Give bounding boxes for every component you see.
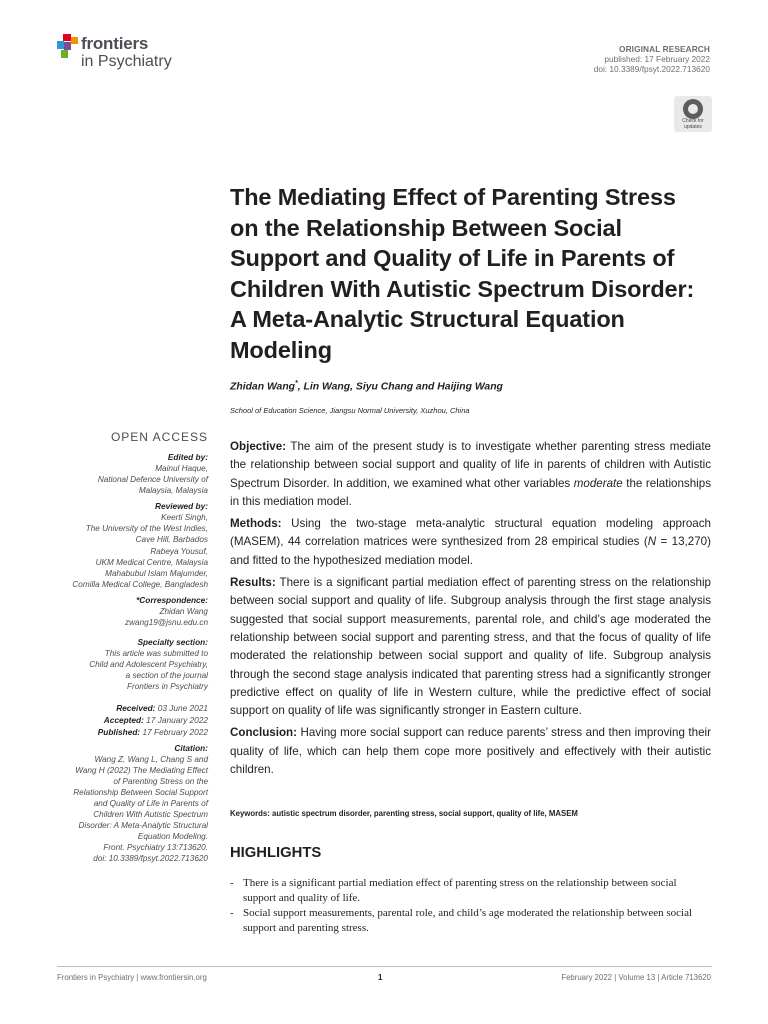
dash-bullet-icon: - bbox=[230, 877, 234, 889]
abstract bbox=[230, 438, 711, 783]
affiliation: School of Education Science, Jiangsu Normal University, Xuzhou, China bbox=[230, 406, 470, 415]
footer-divider bbox=[57, 966, 712, 967]
abstract-conclusion: Conclusion: Having more social support can reduce parents’ stress and then improving their quality of life, which can help them cope more positively and effectively with their autistic children. bbox=[230, 726, 711, 777]
author-rest[interactable]: , Lin Wang, Siyu Chang and Haijing Wang bbox=[297, 381, 503, 393]
highlights-heading: HIGHLIGHTS bbox=[230, 845, 322, 861]
abstract-objective: Objective: The aim of the present study is to investigate whether parenting stress mediate the relationship between social support and quality of life in parents of children with Autistic Spectrum Disorder. In addition, we examined what other variables moderate the relationships in this mediation model. bbox=[230, 440, 711, 508]
correspondence-email-link[interactable]: zwang19@jsnu.edu.cn bbox=[125, 618, 208, 628]
author-list bbox=[230, 380, 503, 392]
reviewer-info: Keerti Singh, The University of the West Indies, Cave Hill, Barbados Rabeya Yousuf, UKM Medical Centre, Malaysia Mahabubul Islam Majumder, Comilla Medical College, Bangladesh bbox=[72, 513, 208, 589]
correspondence-heading: *Correspondence: bbox=[136, 594, 208, 605]
specialty-info: This article was submitted to Child and Adolescent Psychiatry, a section of the journal Frontiers in Psychiatry bbox=[89, 649, 208, 692]
highlights-list bbox=[230, 876, 711, 936]
check-for-updates-icon bbox=[683, 99, 703, 119]
keywords: Keywords: autistic spectrum disorder, parenting stress, social support, quality of life, MASEM bbox=[230, 809, 578, 818]
citation-doi-link[interactable]: doi: 10.3389/fpsyt.2022.713620 bbox=[93, 854, 208, 864]
highlight-item: - Social support measurements, parental role, and child’s age moderated the relationship between social support and parenting stress. bbox=[230, 907, 693, 934]
article-title: The Mediating Effect of Parenting Stress on the Relationship Between Social Support and Quality of Life in Parents of Children With Autistic Spectrum Disorder: A Meta-Analytic Structural Equation Modeling bbox=[230, 184, 695, 363]
article-sidebar bbox=[28, 430, 208, 864]
abstract-results: Results: There is a significant partial mediation effect of parenting stress on the relationship between social support and quality of life. Subgroup analysis through the first stage analysis suggested that social support measurements, parental role, and child’s age moderated the relationship between social support and parenting stress, and that the focus of quality of life moderated the relationship between social support and quality of life. Subgroup analysis through the second stage analysis indicated that parenting stress had a significantly stronger predictive effect on quality of life in Western culture, while the predictive effect of social support on quality of life was significantly stronger in Eastern culture. bbox=[230, 576, 711, 718]
article-doi: doi: 10.3389/fpsyt.2022.713620 bbox=[593, 64, 710, 74]
accepted-date: Accepted: 17 January 2022 bbox=[103, 714, 208, 725]
page-number: 1 bbox=[378, 973, 383, 982]
dash-bullet-icon: - bbox=[230, 907, 234, 919]
open-access-label: OPEN ACCESS bbox=[110, 430, 208, 444]
footer-journal-link[interactable]: Frontiers in Psychiatry | www.frontiersin.org bbox=[57, 973, 207, 982]
logo-word-journal: in Psychiatry bbox=[81, 53, 172, 70]
editor-info: Mainul Haque, National Defence University of Malaysia, Malaysia bbox=[97, 464, 208, 496]
highlight-item: - There is a significant partial mediation effect of parenting stress on the relationship between social support and quality of life. bbox=[230, 877, 677, 904]
article-meta bbox=[594, 44, 710, 74]
article-dates bbox=[28, 702, 208, 738]
reviewed-by-heading: Reviewed by: bbox=[154, 501, 208, 512]
journal-logo bbox=[57, 34, 197, 80]
check-for-updates-label: Check for updates bbox=[682, 118, 704, 130]
published-date-sidebar: Published: 17 February 2022 bbox=[97, 726, 208, 737]
abstract-methods: Methods: Using the two-stage meta-analytic structural equation modeling approach (MASEM), 44 correlation matrices were synthesized from 28 empirical studies (N = 13,270) and fitted to the hypothesized mediation model. bbox=[230, 517, 711, 567]
specialty-heading: Specialty section: bbox=[137, 637, 208, 648]
check-for-updates-badge[interactable] bbox=[674, 96, 712, 132]
received-date: Received: 03 June 2021 bbox=[116, 702, 208, 713]
citation-heading: Citation: bbox=[174, 742, 208, 753]
citation-info: Wang Z, Wang L, Chang S and Wang H (2022) The Mediating Effect of Parenting Stress on the Relationship Between Social Support and Quality of Life in Parents of Children With Autistic Spectrum Disorder: A Meta-Analytic Structural Equation Modeling. Front. Psychiatry 13:713620. doi: 10.3389/fpsyt.2022.713620 bbox=[28, 754, 208, 865]
correspondence-marker: * bbox=[295, 380, 298, 387]
frontiers-logo-icon bbox=[57, 34, 79, 58]
correspondence-info: Zhidan Wang zwang19@jsnu.edu.cn bbox=[28, 606, 208, 628]
article-type: ORIGINAL RESEARCH bbox=[619, 44, 710, 54]
author-first[interactable]: Zhidan Wang bbox=[230, 381, 296, 393]
published-date: published: 17 February 2022 bbox=[604, 54, 710, 64]
edited-by-heading: Edited by: bbox=[167, 452, 208, 462]
footer-issue-info: February 2022 | Volume 13 | Article 713620 bbox=[561, 973, 711, 982]
logo-word-frontiers: frontiers bbox=[81, 34, 149, 53]
